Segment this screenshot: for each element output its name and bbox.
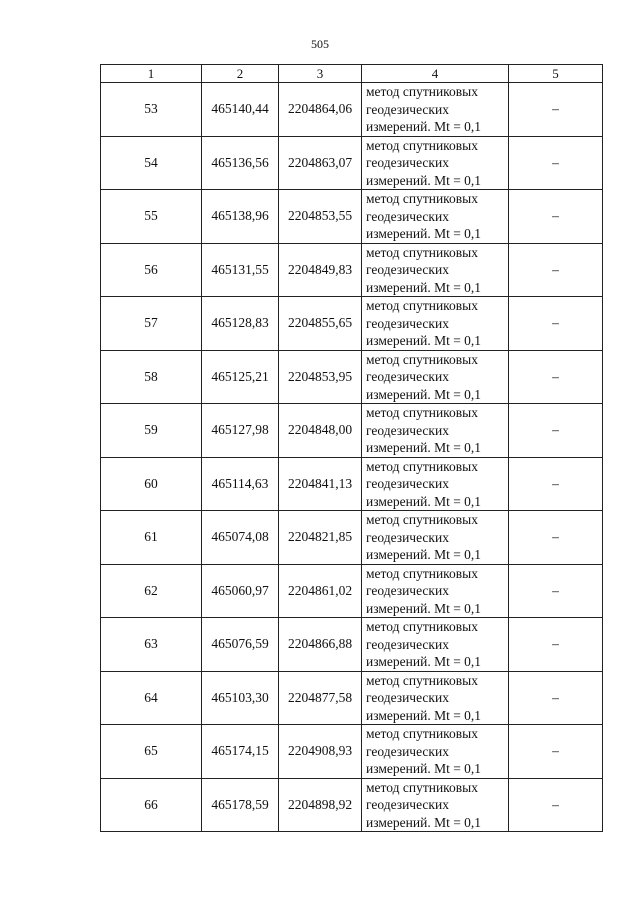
x-coordinate-cell: 465103,30	[202, 671, 279, 725]
header-col-1: 1	[101, 65, 202, 83]
header-col-4: 4	[362, 65, 509, 83]
point-number-cell: 54	[101, 136, 202, 190]
point-number-cell: 55	[101, 190, 202, 244]
y-coordinate-cell: 2204877,58	[279, 671, 362, 725]
y-coordinate-cell: 2204866,88	[279, 618, 362, 672]
table-row	[101, 778, 603, 832]
table-row	[101, 564, 603, 618]
point-number-cell: 65	[101, 725, 202, 779]
point-number-cell: 66	[101, 778, 202, 832]
y-coordinate-cell: 2204898,92	[279, 778, 362, 832]
x-coordinate-cell: 465140,44	[202, 83, 279, 137]
column-5-cell: –	[509, 404, 603, 458]
table-row	[101, 404, 603, 458]
y-coordinate-cell: 2204841,13	[279, 457, 362, 511]
table-row	[101, 457, 603, 511]
method-cell: метод спутниковых геодезических измерений. Mt = 0,1	[362, 511, 509, 565]
table-row	[101, 618, 603, 672]
y-coordinate-cell: 2204863,07	[279, 136, 362, 190]
table-row	[101, 671, 603, 725]
table-row	[101, 136, 603, 190]
y-coordinate-cell: 2204853,95	[279, 350, 362, 404]
column-5-cell: –	[509, 511, 603, 565]
column-5-cell: –	[509, 618, 603, 672]
y-coordinate-cell: 2204864,06	[279, 83, 362, 137]
y-coordinate-cell: 2204855,65	[279, 297, 362, 351]
column-5-cell: –	[509, 725, 603, 779]
header-row	[101, 65, 603, 83]
method-cell: метод спутниковых геодезических измерений. Mt = 0,1	[362, 618, 509, 672]
method-cell: метод спутниковых геодезических измерений. Mt = 0,1	[362, 404, 509, 458]
x-coordinate-cell: 465174,15	[202, 725, 279, 779]
method-cell: метод спутниковых геодезических измерений. Mt = 0,1	[362, 778, 509, 832]
column-5-cell: –	[509, 136, 603, 190]
point-number-cell: 53	[101, 83, 202, 137]
header-col-5: 5	[509, 65, 603, 83]
method-cell: метод спутниковых геодезических измерений. Mt = 0,1	[362, 457, 509, 511]
method-cell: метод спутниковых геодезических измерений. Mt = 0,1	[362, 83, 509, 137]
table-row	[101, 350, 603, 404]
y-coordinate-cell: 2204853,55	[279, 190, 362, 244]
x-coordinate-cell: 465125,21	[202, 350, 279, 404]
table-row	[101, 725, 603, 779]
method-cell: метод спутниковых геодезических измерений. Mt = 0,1	[362, 350, 509, 404]
column-5-cell: –	[509, 671, 603, 725]
method-cell: метод спутниковых геодезических измерений. Mt = 0,1	[362, 136, 509, 190]
y-coordinate-cell: 2204849,83	[279, 243, 362, 297]
column-5-cell: –	[509, 564, 603, 618]
point-number-cell: 58	[101, 350, 202, 404]
x-coordinate-cell: 465138,96	[202, 190, 279, 244]
method-cell: метод спутниковых геодезических измерений. Mt = 0,1	[362, 190, 509, 244]
point-number-cell: 63	[101, 618, 202, 672]
header-col-3: 3	[279, 65, 362, 83]
header-col-2: 2	[202, 65, 279, 83]
point-number-cell: 59	[101, 404, 202, 458]
method-cell: метод спутниковых геодезических измерений. Mt = 0,1	[362, 671, 509, 725]
column-5-cell: –	[509, 457, 603, 511]
column-5-cell: –	[509, 243, 603, 297]
method-cell: метод спутниковых геодезических измерений. Mt = 0,1	[362, 725, 509, 779]
method-cell: метод спутниковых геодезических измерений. Mt = 0,1	[362, 297, 509, 351]
point-number-cell: 57	[101, 297, 202, 351]
column-5-cell: –	[509, 83, 603, 137]
table-row	[101, 297, 603, 351]
table-row	[101, 83, 603, 137]
coordinates-table	[100, 64, 603, 832]
table-row	[101, 190, 603, 244]
point-number-cell: 64	[101, 671, 202, 725]
column-5-cell: –	[509, 190, 603, 244]
x-coordinate-cell: 465114,63	[202, 457, 279, 511]
x-coordinate-cell: 465127,98	[202, 404, 279, 458]
table-header	[101, 65, 603, 83]
table-row	[101, 511, 603, 565]
method-cell: метод спутниковых геодезических измерений. Mt = 0,1	[362, 243, 509, 297]
x-coordinate-cell: 465076,59	[202, 618, 279, 672]
method-cell: метод спутниковых геодезических измерений. Mt = 0,1	[362, 564, 509, 618]
y-coordinate-cell: 2204821,85	[279, 511, 362, 565]
table-body	[101, 83, 603, 832]
x-coordinate-cell: 465178,59	[202, 778, 279, 832]
column-5-cell: –	[509, 350, 603, 404]
column-5-cell: –	[509, 778, 603, 832]
page-number: 505	[311, 37, 329, 51]
x-coordinate-cell: 465136,56	[202, 136, 279, 190]
point-number-cell: 62	[101, 564, 202, 618]
x-coordinate-cell: 465060,97	[202, 564, 279, 618]
y-coordinate-cell: 2204908,93	[279, 725, 362, 779]
point-number-cell: 56	[101, 243, 202, 297]
x-coordinate-cell: 465128,83	[202, 297, 279, 351]
table-row	[101, 243, 603, 297]
y-coordinate-cell: 2204861,02	[279, 564, 362, 618]
x-coordinate-cell: 465131,55	[202, 243, 279, 297]
point-number-cell: 60	[101, 457, 202, 511]
y-coordinate-cell: 2204848,00	[279, 404, 362, 458]
x-coordinate-cell: 465074,08	[202, 511, 279, 565]
column-5-cell: –	[509, 297, 603, 351]
point-number-cell: 61	[101, 511, 202, 565]
